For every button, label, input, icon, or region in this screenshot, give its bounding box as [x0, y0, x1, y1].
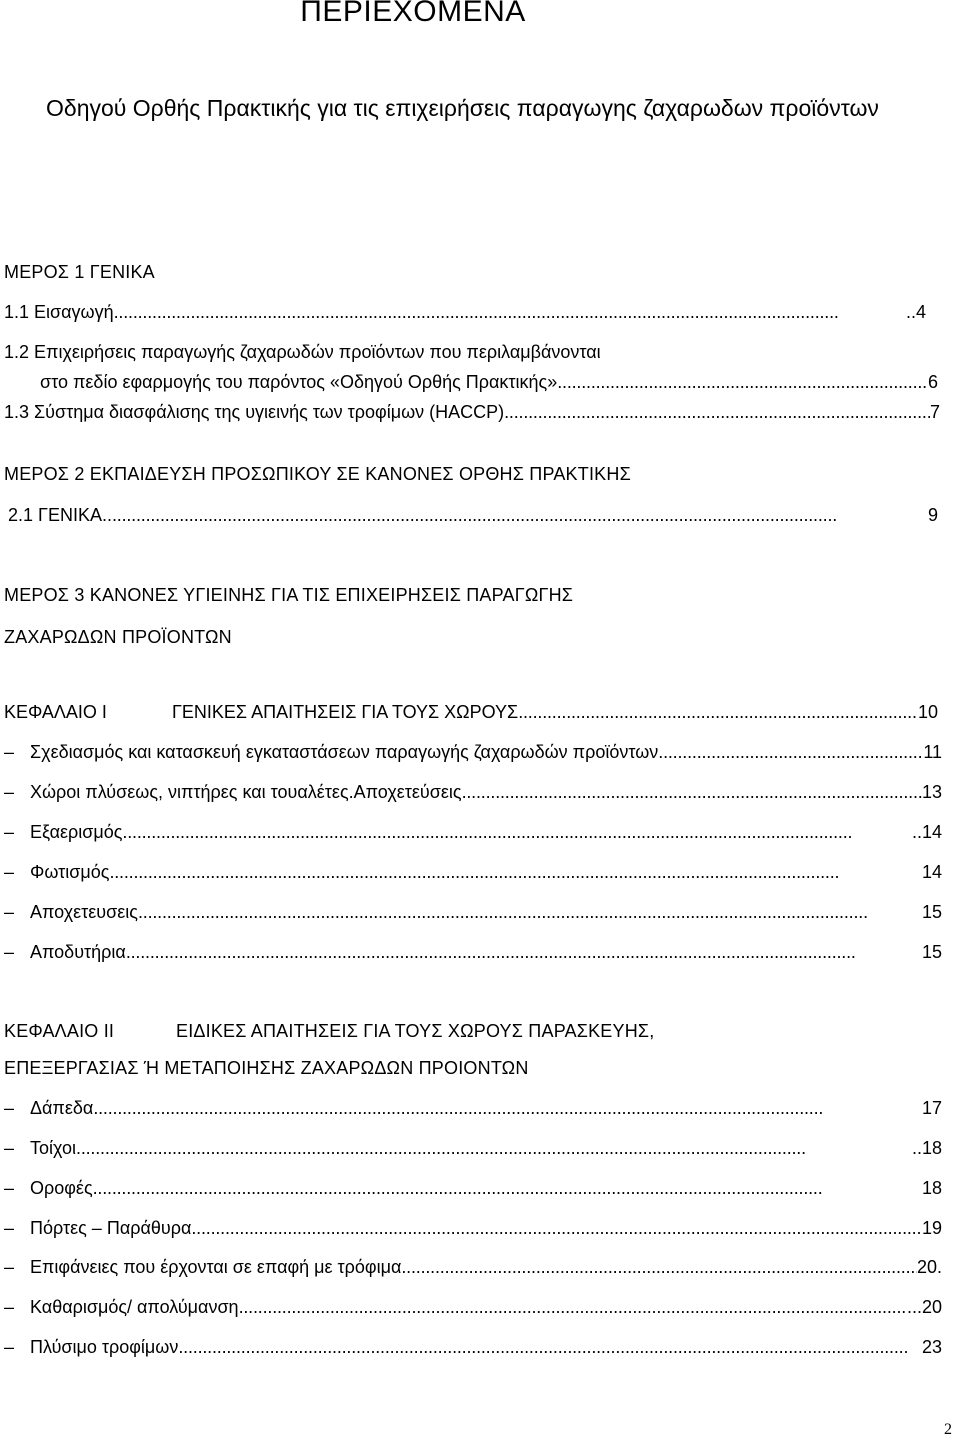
toc-entry-1-2-cont[interactable]	[40, 370, 938, 394]
list-item-text: Αποδυτήρια	[30, 942, 126, 962]
list-item-page: 18	[921, 1178, 942, 1198]
dot-leader	[518, 700, 918, 724]
list-item-page: 17	[921, 1098, 942, 1118]
chapter1-page: 10	[917, 702, 938, 722]
list-dash: –	[4, 1337, 15, 1357]
list-item-text: Πλύσιμο τροφίμων	[30, 1337, 179, 1357]
chapter2-item[interactable]	[4, 1295, 942, 1319]
list-item-page: 20.	[916, 1257, 942, 1277]
dot-leader	[76, 1136, 912, 1160]
toc-entry-text: 2.1 ΓΕΝΙΚΑ..	[8, 505, 112, 525]
list-item-page: 19	[921, 1218, 942, 1238]
toc-entry-1-2[interactable]: 1.2 Επιχειρήσεις παραγωγής ζαχαρωδών προϊόντων που περιλαμβάνονται	[4, 342, 601, 362]
chapter1-item[interactable]	[4, 820, 942, 844]
chapter1-item[interactable]	[4, 860, 942, 884]
list-dash: –	[4, 742, 15, 762]
list-dash: –	[4, 1218, 15, 1238]
toc-entry-1-3[interactable]	[4, 400, 940, 424]
page-number: 2	[944, 1421, 952, 1438]
dot-leader	[504, 400, 930, 424]
dot-leader	[557, 370, 928, 394]
list-item-text: Φωτισμός	[30, 862, 110, 882]
part1-heading: ΜΕΡΟΣ 1 ΓΕΝΙΚΑ	[4, 262, 155, 282]
dot-leader	[178, 1335, 922, 1359]
chapter2-item[interactable]	[4, 1255, 942, 1279]
dot-leader	[93, 1176, 922, 1200]
chapter2-item[interactable]	[4, 1096, 942, 1120]
list-dash: –	[4, 1098, 15, 1118]
list-dash: –	[4, 1138, 15, 1158]
dot-leader	[109, 860, 922, 884]
toc-entry-page: 9	[927, 505, 938, 525]
list-item-text: Αποχετευσεις	[30, 902, 138, 922]
chapter1-item[interactable]	[4, 740, 942, 764]
list-dash: –	[4, 942, 15, 962]
document-subtitle: Οδηγού Ορθής Πρακτικής για τις επιχειρήσεις παραγωγης ζαχαρωδων προϊόντων	[46, 95, 879, 121]
chapter1-title: ΓΕΝΙΚΕΣ ΑΠΑΙΤΗΣΕΙΣ ΓΙΑ ΤΟΥΣ ΧΩΡΟΥΣ	[172, 702, 519, 722]
toc-entry-2-1[interactable]	[8, 503, 938, 527]
list-item-page: 15	[921, 942, 942, 962]
dot-leader	[658, 740, 923, 764]
chapter2-item[interactable]	[4, 1335, 942, 1359]
list-item-text: Οροφές	[30, 1178, 93, 1198]
chapter2-item[interactable]	[4, 1176, 942, 1200]
list-item-page: ..14	[911, 822, 942, 842]
list-item-text: Χώροι πλύσεως, νιπτήρες και τουαλέτες.Αποχετεύσεις	[30, 782, 462, 802]
list-item-text: Σχεδιασμός και κατασκευή εγκαταστάσεων παραγωγής ζαχαρωδών προϊόντων	[30, 742, 659, 762]
dot-leader	[126, 940, 922, 964]
chapter2-item[interactable]	[4, 1136, 942, 1160]
list-item-text: Καθαρισμός/ απολύμανση	[30, 1297, 239, 1317]
list-dash: –	[4, 782, 15, 802]
chapter1-item[interactable]	[4, 780, 942, 804]
list-item-page: 13	[921, 782, 942, 802]
chapter2-item[interactable]	[4, 1216, 942, 1240]
dot-leader	[93, 1096, 922, 1120]
dot-leader	[239, 1295, 907, 1319]
dot-leader	[138, 900, 922, 924]
chapter1-item[interactable]	[4, 940, 942, 964]
toc-entry-page: ..4	[905, 302, 926, 322]
page-title: ΠΕΡΙΕΧΟΜΕΝΑ	[300, 0, 526, 28]
part3-heading-line1: ΜΕΡΟΣ 3 ΚΑΝΟΝΕΣ ΥΓΙΕΙΝΗΣ ΓΙΑ ΤΙΣ ΕΠΙΧΕΙΡΗΣΕΙΣ ΠΑΡΑΓΩΓΗΣ	[4, 585, 574, 605]
dot-leader	[462, 780, 922, 804]
dot-leader	[122, 820, 912, 844]
toc-entry-page: 7	[929, 402, 940, 422]
chapter2-heading-line2: ΕΠΕΞΕΡΓΑΣΙΑΣ Ή ΜΕΤΑΠΟΙΗΣΗΣ ΖΑΧΑΡΩΔΩΝ ΠΡΟΙΟΝΤΩΝ	[4, 1058, 529, 1078]
chapter1-item[interactable]	[4, 900, 942, 924]
part2-heading: ΜΕΡΟΣ 2 ΕΚΠΑΙΔΕΥΣΗ ΠΡΟΣΩΠΙΚΟΥ ΣΕ ΚΑΝΟΝΕΣ ΟΡΘΗΣ ΠΡΑΚΤΙΚΗΣ	[4, 464, 631, 484]
list-dash: –	[4, 862, 15, 882]
list-dash: –	[4, 1257, 15, 1277]
list-item-text: Τοίχοι	[30, 1138, 77, 1158]
list-dash: –	[4, 822, 15, 842]
toc-entry-1-1[interactable]	[4, 300, 926, 324]
list-dash: –	[4, 1178, 15, 1198]
toc-entry-text: 1.3 Σύστημα διασφάλισης της υγιεινής των τροφίμων (HACCP)	[4, 402, 505, 422]
list-item-text: Εξαερισμός	[30, 822, 123, 842]
list-item-text: Επιφάνειες που έρχονται σε επαφή με τρόφιμα	[30, 1257, 402, 1277]
chapter2-heading-line1	[4, 1019, 654, 1043]
list-item-text: Πόρτες – Παράθυρα	[30, 1218, 192, 1238]
toc-entry-text: στο πεδίο εφαρμογής του παρόντος «Οδηγού Ορθής Πρακτικής»	[40, 372, 558, 392]
list-item-page: 23	[921, 1337, 942, 1357]
list-item-page: ...20	[906, 1297, 942, 1317]
list-item-page: 15	[921, 902, 942, 922]
list-item-page: 14	[921, 862, 942, 882]
dot-leader	[191, 1216, 922, 1240]
list-item-page: 11	[923, 742, 942, 762]
list-item-text: Δάπεδα	[30, 1098, 94, 1118]
chapter1-label: ΚΕΦΑΛΑΙΟ Ι	[4, 702, 107, 722]
list-dash: –	[4, 902, 15, 922]
dot-leader	[401, 1255, 917, 1279]
chapter2-title-line1: ΕΙΔΙΚΕΣ ΑΠΑΙΤΗΣΕΙΣ ΓΙΑ ΤΟΥΣ ΧΩΡΟΥΣ ΠΑΡΑΣΚΕΥΗΣ,	[176, 1021, 655, 1041]
dot-leader	[114, 300, 906, 324]
dot-leader	[112, 503, 928, 527]
chapter2-label: ΚΕΦΑΛΑΙΟ ΙΙ	[4, 1021, 115, 1041]
chapter1-heading[interactable]	[4, 700, 938, 724]
list-item-page: ..18	[911, 1138, 942, 1158]
list-dash: –	[4, 1297, 15, 1317]
part3-heading-line2: ΖΑΧΑΡΩΔΩΝ ΠΡΟΪΟΝΤΩΝ	[4, 627, 232, 647]
toc-entry-page: 6	[927, 372, 938, 392]
toc-entry-text: 1.1 Εισαγωγή	[4, 302, 114, 322]
